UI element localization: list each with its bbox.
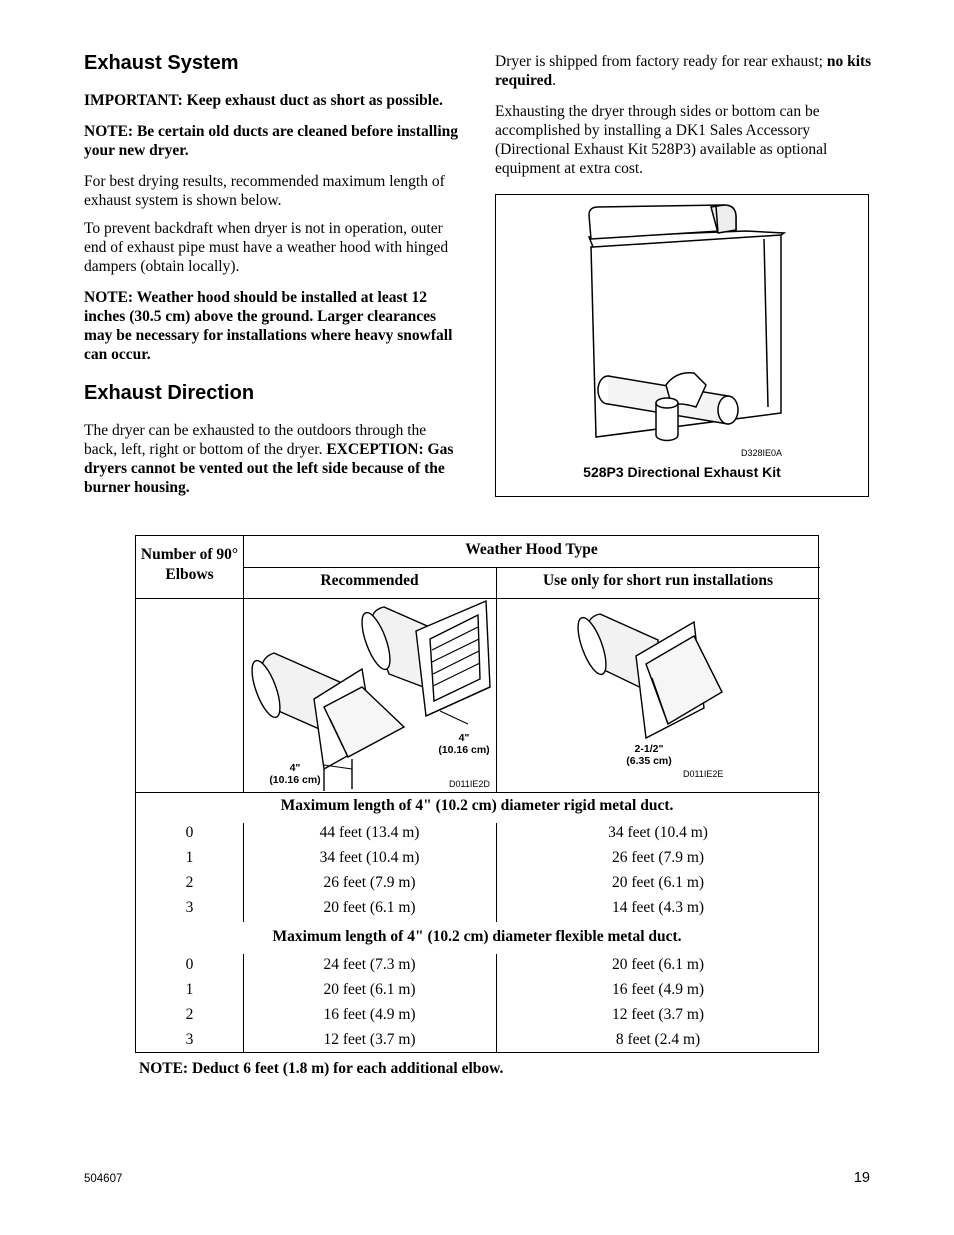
recommended-cell: 34 feet (10.4 m) <box>319 849 420 866</box>
elbows-cell: 0 <box>185 824 194 841</box>
dryer-illustration <box>496 195 868 460</box>
elbows-cell: 2 <box>185 874 194 891</box>
recommended-cell: 26 feet (7.9 m) <box>323 874 416 891</box>
louver-size-cm: (10.16 cm) <box>438 744 490 756</box>
recommended-cell: 44 feet (13.4 m) <box>319 824 420 841</box>
elbows-cell: 3 <box>185 899 194 916</box>
short-run-cell: 34 feet (10.4 m) <box>608 824 708 841</box>
weather-hood-note: NOTE: Weather hood should be installed at least 12 inches (30.5 cm) above the ground. Larger clearances may be necessary for installations where heavy snowfall can occur. <box>84 289 453 363</box>
shipped-paragraph <box>495 52 875 90</box>
short-run-cell: 16 feet (4.9 m) <box>611 981 705 998</box>
recommended-figure-code: D011IE2D <box>449 779 490 789</box>
short-run-size-inches: 2-1/2" <box>634 743 664 755</box>
length-paragraph: For best drying results, recommended maximum length of exhaust system is shown below. <box>84 173 445 209</box>
grid-line <box>243 567 820 568</box>
short-run-cell: 20 feet (6.1 m) <box>611 874 705 891</box>
short-run-cell: 12 feet (3.7 m) <box>611 1006 705 1023</box>
kit-paragraph: Exhausting the dryer through sides or bottom can be accomplished by installing a DK1 Sales Accessory (Directional Exhaust Kit 528P3) available as optional equipment at extra cost. <box>495 103 828 177</box>
directional-exhaust-kit-figure <box>495 194 869 497</box>
left-column <box>84 52 460 497</box>
recommended-cell: 16 feet (4.9 m) <box>323 1006 416 1023</box>
exception-text: EXCEPTION: Gas dryers cannot be vented out the left side because of the burner housing. <box>84 441 454 496</box>
col-elbows-header: Number of 90° Elbows <box>140 546 239 583</box>
elbows-cell: 2 <box>185 1006 194 1023</box>
front-size-inches: 4" <box>289 762 301 774</box>
short-run-cell: 14 feet (4.3 m) <box>611 899 705 916</box>
recommended-front-size-label <box>260 762 330 786</box>
exhaust-length-table <box>135 535 819 1053</box>
recommended-cell: 12 feet (3.7 m) <box>323 1031 416 1048</box>
elbows-cell: 3 <box>185 1031 194 1048</box>
shipped-text: Dryer is shipped from factory ready for rear exhaust; <box>495 53 823 70</box>
direction-paragraph <box>84 421 460 497</box>
elbows-cell: 1 <box>185 849 194 866</box>
short-run-cell: 26 feet (7.9 m) <box>611 849 705 866</box>
short-run-size-label <box>614 743 684 767</box>
col-recommended-header: Recommended <box>320 572 419 589</box>
no-kits-text: no kits required <box>495 53 872 89</box>
flexible-duct-section-title: Maximum length of 4" (10.2 cm) diameter flexible metal duct. <box>272 928 682 945</box>
additional-elbow-note: NOTE: Deduct 6 feet (1.8 m) for each additional elbow. <box>139 1060 504 1077</box>
short-run-size-cm: (6.35 cm) <box>626 755 672 767</box>
col-short-run-header: Use only for short run installations <box>542 572 774 589</box>
short-run-hood-illustration <box>576 606 746 746</box>
recommended-cell: 20 feet (6.1 m) <box>323 981 416 998</box>
backdraft-paragraph: To prevent backdraft when dryer is not in operation, outer end of exhaust pipe must have a weather hood with hinged dampers (obtain locally). <box>84 220 449 275</box>
kit-figure-code: D328IE0A <box>741 448 783 458</box>
recommended-cell: 24 feet (7.3 m) <box>323 956 416 973</box>
right-column <box>495 52 875 178</box>
exhaust-system-heading: Exhaust System <box>84 52 239 74</box>
ducts-note: NOTE: Be certain old ducts are cleaned before installing your new dryer. <box>84 123 458 159</box>
short-run-figure-code: D011IE2E <box>683 769 724 779</box>
exhaust-direction-heading: Exhaust Direction <box>84 382 255 404</box>
important-note: IMPORTANT: Keep exhaust duct as short as possible. <box>84 92 443 109</box>
louver-size-inches: 4" <box>458 732 470 744</box>
shipped-end: . <box>552 72 557 89</box>
front-size-cm: (10.16 cm) <box>269 774 321 786</box>
short-run-cell: 20 feet (6.1 m) <box>611 956 705 973</box>
grid-line <box>136 792 820 793</box>
elbows-cell: 1 <box>185 981 194 998</box>
kit-figure-caption: 528P3 Directional Exhaust Kit <box>583 464 781 480</box>
short-run-cell: 8 feet (2.4 m) <box>615 1031 701 1048</box>
elbows-cell: 0 <box>185 956 194 973</box>
recommended-louver-size-label <box>431 732 497 756</box>
recommended-cell: 20 feet (6.1 m) <box>323 899 416 916</box>
grid-line <box>496 568 497 793</box>
page-number: 19 <box>853 1170 870 1186</box>
weather-hood-type-header: Weather Hood Type <box>465 541 598 558</box>
rigid-duct-section-title: Maximum length of 4" (10.2 cm) diameter rigid metal duct. <box>280 797 674 814</box>
document-number: 504607 <box>84 1173 123 1185</box>
direction-text: The dryer can be exhausted to the outdoors through the back, left, right or bottom of the dryer. <box>84 422 427 458</box>
